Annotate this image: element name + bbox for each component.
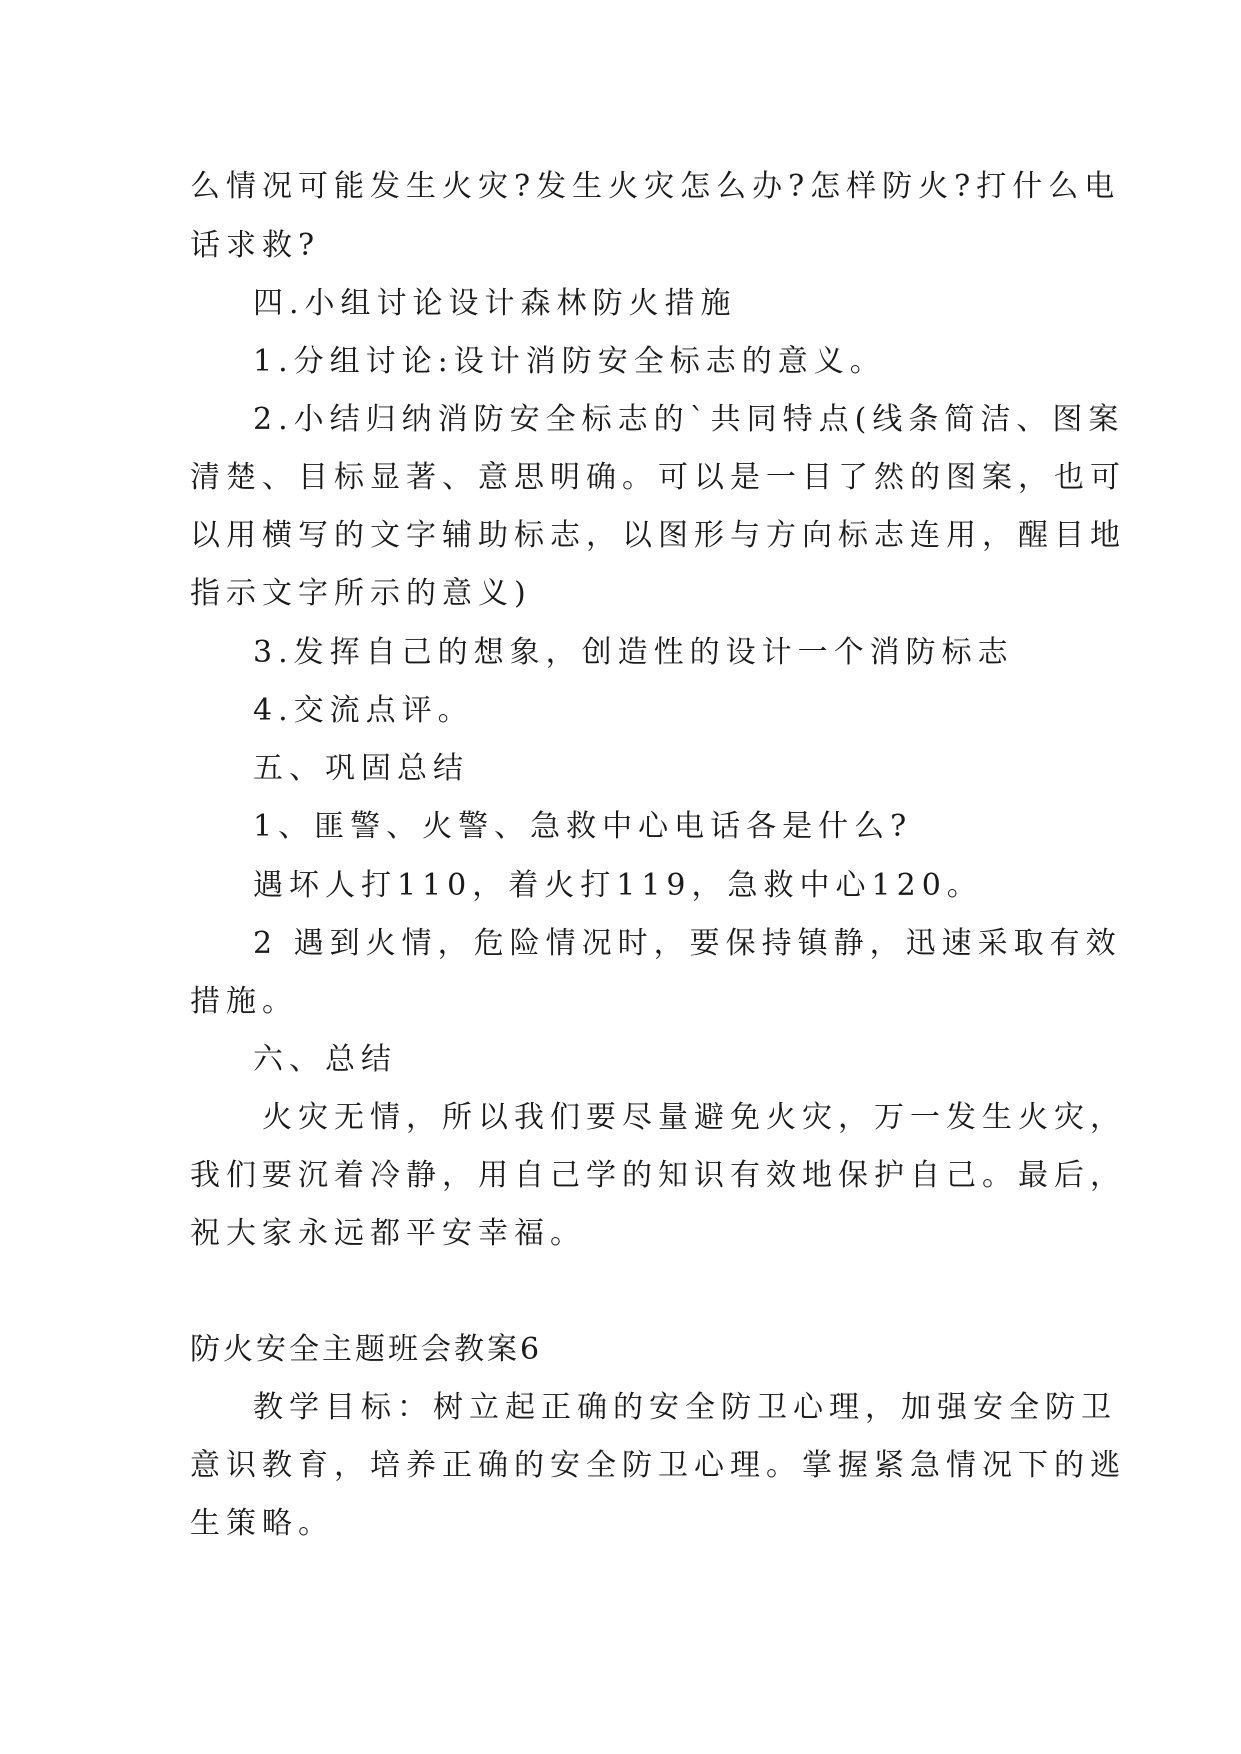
- body-line: 措施。: [190, 984, 298, 1019]
- body-line: 清楚、目标显著、意思明确。可以是一目了然的图案，也可: [190, 460, 1126, 495]
- body-line: 遇坏人打110，着火打119，急救中心120。: [253, 868, 983, 903]
- body-line: 话求救?: [190, 228, 321, 263]
- section-heading: 五、巩固总结: [253, 751, 469, 786]
- body-line: 以用横写的文字辅助标志，以图形与方向标志连用，醒目地: [190, 518, 1126, 553]
- body-line: 1.分组讨论:设计消防安全标志的意义。: [253, 344, 886, 379]
- section-heading: 四.小组讨论设计森林防火措施: [253, 286, 737, 321]
- document-title: 防火安全主题班会教案6: [190, 1332, 543, 1367]
- body-line: 意识教育，培养正确的安全防卫心理。掌握紧急情况下的逃: [190, 1448, 1126, 1483]
- body-line: 生策略。: [190, 1506, 334, 1541]
- body-line: 么情况可能发生火灾?发生火灾怎么办?怎样防火?打什么电: [190, 169, 1121, 204]
- body-line: 1、匪警、火警、急救中心电话各是什么?: [253, 809, 913, 844]
- body-line: 4.交流点评。: [253, 693, 474, 728]
- section-heading: 六、总结: [253, 1042, 397, 1077]
- body-line: 祝大家永远都平安幸福。: [190, 1216, 586, 1251]
- body-line: 火灾无情，所以我们要尽量避免火灾，万一发生火灾，: [262, 1100, 1126, 1135]
- body-line: 指示文字所示的意义): [190, 576, 532, 611]
- body-line: 3.发挥自己的想象，创造性的设计一个消防标志: [253, 635, 1014, 670]
- body-line: 2.小结归纳消防安全标志的`共同特点(线条简洁、图案: [253, 402, 1125, 437]
- body-line: 2 遇到火情，危险情况时，要保持镇静，迅速采取有效: [253, 926, 1122, 961]
- body-line: 教学目标：树立起正确的安全防卫心理，加强安全防卫: [253, 1390, 1117, 1425]
- body-line: 我们要沉着冷静，用自己学的知识有效地保护自己。最后，: [190, 1158, 1126, 1193]
